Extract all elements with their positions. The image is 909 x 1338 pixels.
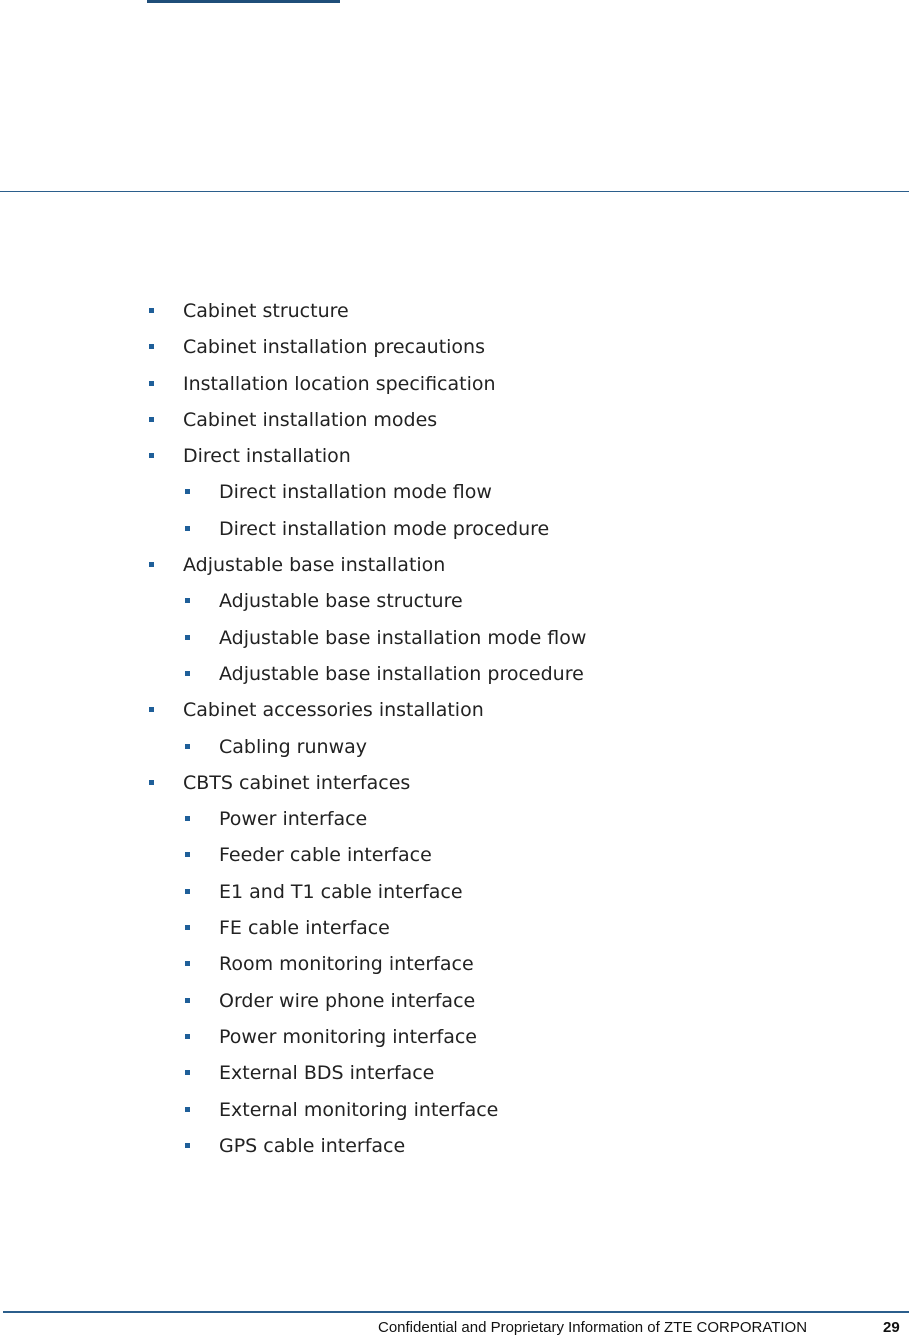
toc-item-label: Cabling runway: [219, 735, 367, 758]
header-divider: [0, 191, 909, 192]
square-bullet-icon: [185, 671, 190, 676]
toc-item: [147, 407, 586, 443]
square-bullet-icon: [185, 1034, 190, 1039]
toc-item-label: Feeder cable interface: [219, 844, 432, 867]
square-bullet-icon: [149, 707, 154, 712]
square-bullet-icon: [149, 381, 154, 386]
square-bullet-icon: [185, 1070, 190, 1075]
toc-item-label: Direct installation mode flow: [219, 481, 492, 504]
square-bullet-icon: [185, 1107, 190, 1112]
toc-item-label: FE cable interface: [219, 917, 390, 940]
square-bullet-icon: [185, 744, 190, 749]
square-bullet-icon: [185, 961, 190, 966]
footer-confidentiality-text: Confidential and Proprietary Information of ZTE CORPORATION: [378, 1319, 808, 1336]
toc-item-label: Cabinet accessories installation: [183, 699, 484, 722]
toc-item: [147, 697, 586, 733]
toc-item-label: E1 and T1 cable interface: [219, 880, 463, 903]
toc-subitem: [147, 915, 586, 951]
toc-subitem: [147, 842, 586, 878]
toc-item: [147, 371, 586, 407]
square-bullet-icon: [185, 852, 190, 857]
toc-item: [147, 298, 586, 334]
toc-subitem: [147, 879, 586, 915]
toc-item-label: Adjustable base installation mode flow: [219, 626, 587, 649]
toc-item-label: Adjustable base structure: [219, 590, 463, 613]
square-bullet-icon: [185, 489, 190, 494]
toc-item-label: Power monitoring interface: [219, 1025, 477, 1048]
footer-divider: [3, 1311, 909, 1313]
toc-item-label: Installation location specification: [183, 372, 496, 395]
toc-subitem: [147, 516, 586, 552]
toc-item-label: Room monitoring interface: [219, 953, 474, 976]
toc-item: [147, 770, 586, 806]
toc-list: [147, 298, 586, 1169]
toc-subitem: [147, 1060, 586, 1096]
toc-item-label: GPS cable interface: [219, 1134, 406, 1157]
square-bullet-icon: [185, 598, 190, 603]
toc-item-label: Cabinet structure: [183, 300, 349, 322]
toc-item-label: Direct installation mode procedure: [219, 517, 550, 540]
square-bullet-icon: [149, 417, 154, 422]
toc-item-label: Adjustable base installation procedure: [219, 662, 584, 685]
square-bullet-icon: [185, 635, 190, 640]
toc-item-label: External BDS interface: [219, 1062, 435, 1085]
square-bullet-icon: [185, 925, 190, 930]
toc-subitem: [147, 806, 586, 842]
toc-subitem: [147, 479, 586, 515]
square-bullet-icon: [185, 816, 190, 821]
toc-subitem: [147, 661, 586, 697]
toc-subitem: [147, 951, 586, 987]
toc-item-label: Direct installation: [183, 445, 351, 468]
toc-subitem: [147, 1097, 586, 1133]
toc-item-label: Adjustable base installation: [183, 554, 446, 577]
toc-item: [147, 552, 586, 588]
toc-subitem: [147, 988, 586, 1024]
toc-subitem: [147, 1133, 586, 1169]
square-bullet-icon: [149, 780, 154, 785]
square-bullet-icon: [185, 998, 190, 1003]
square-bullet-icon: [149, 453, 154, 458]
top-accent-bar: [147, 0, 340, 3]
toc-item-label: CBTS cabinet interfaces: [183, 771, 411, 794]
toc-item-label: Cabinet installation precautions: [183, 336, 485, 359]
toc-subitem: [147, 588, 586, 624]
square-bullet-icon: [149, 344, 154, 349]
square-bullet-icon: [149, 308, 154, 313]
toc-subitem: [147, 1024, 586, 1060]
toc-item-label: Power interface: [219, 808, 368, 831]
toc-item-label: Cabinet installation modes: [183, 408, 438, 431]
toc-item-label: External monitoring interface: [219, 1098, 499, 1121]
toc-item: [147, 443, 586, 479]
toc-subitem: [147, 734, 586, 770]
square-bullet-icon: [185, 1143, 190, 1148]
square-bullet-icon: [185, 889, 190, 894]
toc-item-label: Order wire phone interface: [219, 989, 476, 1012]
square-bullet-icon: [149, 562, 154, 567]
page-number: 29: [883, 1319, 900, 1336]
square-bullet-icon: [185, 526, 190, 531]
toc-item: [147, 334, 586, 370]
toc-subitem: [147, 625, 586, 661]
